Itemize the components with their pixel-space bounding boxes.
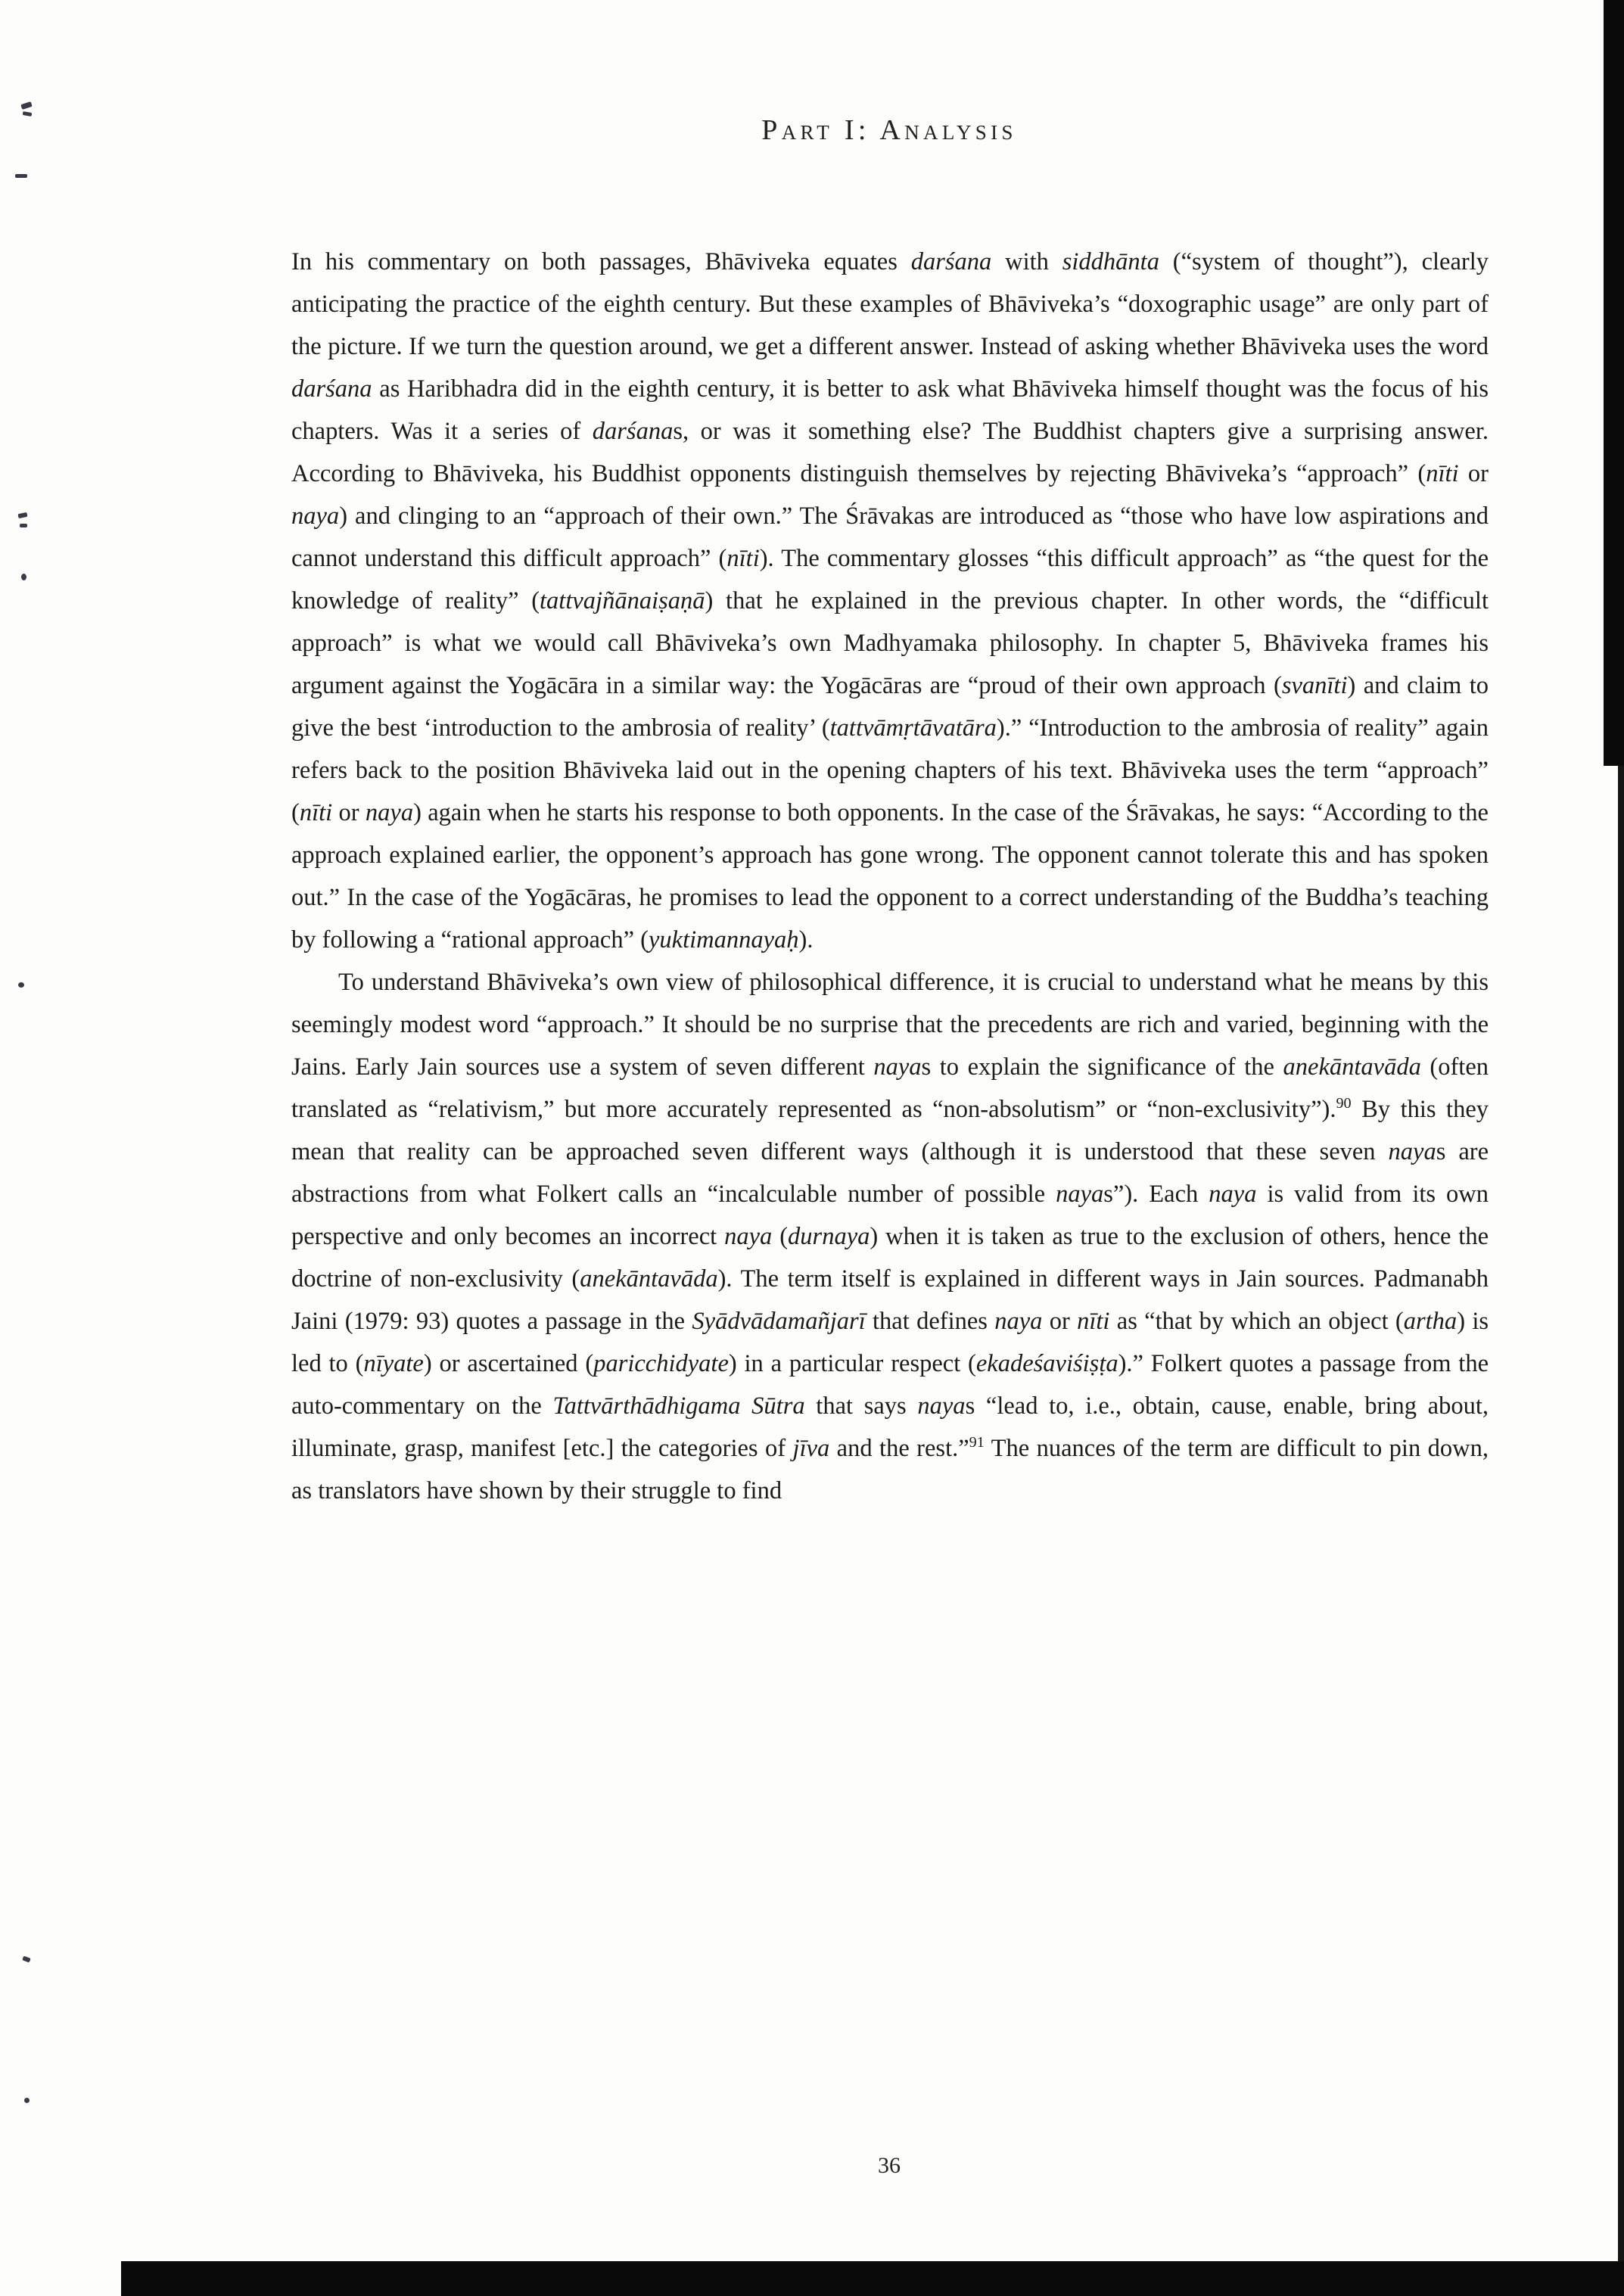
text-run: or bbox=[1458, 460, 1489, 487]
text-run: ) again when he starts his response to both opponents. In the case of the Śrāvakas, he says: “According to the approach explained earlier, the opponent’s approach has gone wrong. The opponent cannot tolerate this and has spoken out.” In the case of the Yogācāras, he promises to lead the opponent to a correct understanding of the Buddha’s teaching by following a “rational approach” ( bbox=[291, 799, 1489, 954]
italic-term: darśana bbox=[592, 418, 674, 445]
italic-term: nīti bbox=[1077, 1308, 1110, 1335]
margin-mark bbox=[20, 101, 32, 110]
margin-mark bbox=[21, 574, 26, 580]
italic-term: yuktimannayaḥ bbox=[648, 926, 799, 954]
text-run: (“system of thought”), clearly anticipating the practice of the eighth century. But these examples of Bhāviveka’s “doxographic usage” are only part of the picture. If we turn the question around, we get a different answer. Instead of asking whether Bhāviveka uses the word bbox=[291, 248, 1489, 360]
scan-artifact-bottom-bar bbox=[121, 2261, 1624, 2296]
italic-term: tattvajñānaiṣaṇā bbox=[540, 587, 705, 614]
text-run: ) or ascertained ( bbox=[423, 1350, 594, 1377]
italic-term: naya bbox=[1388, 1138, 1436, 1165]
text-run: ). The commentary glosses “this difficult approach” as “the quest for the knowledge of reality” ( bbox=[291, 545, 1489, 614]
italic-term: naya bbox=[291, 502, 340, 530]
margin-mark bbox=[22, 1955, 30, 1962]
page-number: 36 bbox=[878, 2153, 901, 2178]
text-run: s”). Each bbox=[1103, 1181, 1209, 1208]
text-run: ) when it is taken as true to the exclusion of others, hence the doctrine of non-exclusivity ( bbox=[291, 1223, 1489, 1293]
italic-term: tattvāmṛtāvatāra bbox=[829, 714, 997, 742]
margin-mark bbox=[18, 982, 24, 988]
text-run: or bbox=[1042, 1308, 1078, 1335]
italic-term: Tattvārthādhigama Sūtra bbox=[552, 1392, 805, 1420]
text-run: s, or was it something else? The Buddhist chapters give a surprising answer. According to Bhāviveka, his Buddhist opponents distinguish themselves by rejecting Bhāviveka’s “approach” ( bbox=[291, 418, 1489, 487]
footnote-reference: 90 bbox=[1336, 1095, 1352, 1112]
italic-term: svanīti bbox=[1281, 672, 1348, 699]
italic-term: naya bbox=[994, 1308, 1043, 1335]
scan-artifact-right-bar bbox=[1604, 0, 1624, 766]
italic-term: anekāntavāda bbox=[580, 1265, 718, 1293]
text-run: By this they mean that reality can be approached seven different ways (although it is understood that these seven bbox=[291, 1096, 1489, 1165]
text-run: ) and clinging to an “approach of their own.” The Śrāvakas are introduced as “those who have low aspirations and cannot understand this difficult approach” ( bbox=[291, 502, 1489, 572]
text-run: The nuances of the term are difficult to pin down, as translators have shown by their struggle to find bbox=[291, 1435, 1489, 1504]
footnote-reference: 91 bbox=[969, 1434, 985, 1451]
text-run: ).” “Introduction to the ambrosia of reality” again refers back to the position Bhāviveka laid out in the opening chapters of his text. Bhāviveka uses the term “approach” ( bbox=[291, 714, 1489, 826]
text-run: ).” Folkert quotes a passage from the auto-commentary on the bbox=[291, 1350, 1489, 1420]
italic-term: paricchidyate bbox=[593, 1350, 729, 1377]
italic-term: siddhānta bbox=[1062, 248, 1159, 275]
italic-term: darśana bbox=[291, 375, 372, 403]
italic-term: naya bbox=[1056, 1181, 1104, 1208]
text-run: s to explain the significance of the bbox=[921, 1053, 1283, 1081]
italic-term: jīva bbox=[792, 1435, 830, 1462]
italic-term: Syādvādamañjarī bbox=[692, 1308, 866, 1335]
text-run: To understand Bhāviveka’s own view of philosophical difference, it is crucial to understand what he means by this seemingly modest word “approach.” It should be no surprise that the precedents are rich and varied, beginning with the Jains. Early Jain sources use a system of seven different bbox=[291, 969, 1489, 1081]
body-text bbox=[291, 241, 1489, 1512]
scan-artifact-right-edge bbox=[1618, 766, 1624, 2272]
italic-term: naya bbox=[873, 1053, 922, 1081]
paragraph bbox=[291, 961, 1489, 1512]
text-run: ) in a particular respect ( bbox=[728, 1350, 976, 1377]
text-run: as Haribhadra did in the eighth century, it is better to ask what Bhāviveka himself thought was the focus of his chapters. Was it a series of bbox=[291, 375, 1489, 445]
italic-term: nīti bbox=[726, 545, 760, 572]
italic-term: anekāntavāda bbox=[1283, 1053, 1421, 1081]
text-run: s are abstractions from what Folkert calls an “incalculable number of possible bbox=[291, 1138, 1489, 1208]
paragraph bbox=[291, 241, 1489, 961]
text-run: as “that by which an object ( bbox=[1109, 1308, 1404, 1335]
text-run: In his commentary on both passages, Bhāviveka equates bbox=[291, 248, 911, 275]
italic-term: nīyate bbox=[363, 1350, 424, 1377]
text-run: ) that he explained in the previous chapter. In other words, the “difficult approach” is what we would call Bhāviveka’s own Madhyamaka philosophy. In chapter 5, Bhāviveka frames his argument against the Yogācāra in a similar way: the Yogācāras are “proud of their own approach ( bbox=[291, 587, 1489, 699]
italic-term: nīti bbox=[1426, 460, 1459, 487]
text-run: and the rest.” bbox=[829, 1435, 969, 1462]
text-run: ( bbox=[772, 1223, 789, 1250]
italic-term: naya bbox=[365, 799, 414, 826]
margin-mark bbox=[23, 111, 33, 117]
text-run: with bbox=[991, 248, 1062, 275]
italic-term: naya bbox=[724, 1223, 773, 1250]
italic-term: durnaya bbox=[788, 1223, 870, 1250]
margin-mark bbox=[15, 174, 27, 178]
text-run: that says bbox=[804, 1392, 918, 1420]
margin-mark bbox=[20, 524, 27, 527]
italic-term: artha bbox=[1403, 1308, 1458, 1335]
page-header: Part I: Analysis bbox=[761, 114, 1017, 146]
italic-term: ekadeśaviśiṣṭa bbox=[975, 1350, 1118, 1377]
text-run: ) and claim to give the best ‘introduction to the ambrosia of reality’ ( bbox=[291, 672, 1489, 742]
text-run: (often translated as “relativism,” but more accurately represented as “non-absolutism” or “non-exclusivity”). bbox=[291, 1053, 1489, 1123]
text-run: or bbox=[332, 799, 366, 826]
text-run: ) is led to ( bbox=[291, 1308, 1489, 1377]
margin-mark bbox=[18, 512, 28, 518]
text-run: is valid from its own perspective and only becomes an incorrect bbox=[291, 1181, 1489, 1250]
text-run: s “lead to, i.e., obtain, cause, enable, bring about, illuminate, grasp, manifest [etc.] the categories of bbox=[291, 1392, 1489, 1462]
italic-term: darśana bbox=[910, 248, 992, 275]
text-run: that defines bbox=[865, 1308, 995, 1335]
margin-mark bbox=[24, 2098, 30, 2103]
italic-term: naya bbox=[1209, 1181, 1257, 1208]
italic-term: naya bbox=[917, 1392, 966, 1420]
italic-term: nīti bbox=[299, 799, 333, 826]
text-run: ). The term itself is explained in different ways in Jain sources. Padmanabh Jaini (1979: 93) quotes a passage in the bbox=[291, 1265, 1489, 1335]
text-run: ). bbox=[798, 926, 814, 954]
